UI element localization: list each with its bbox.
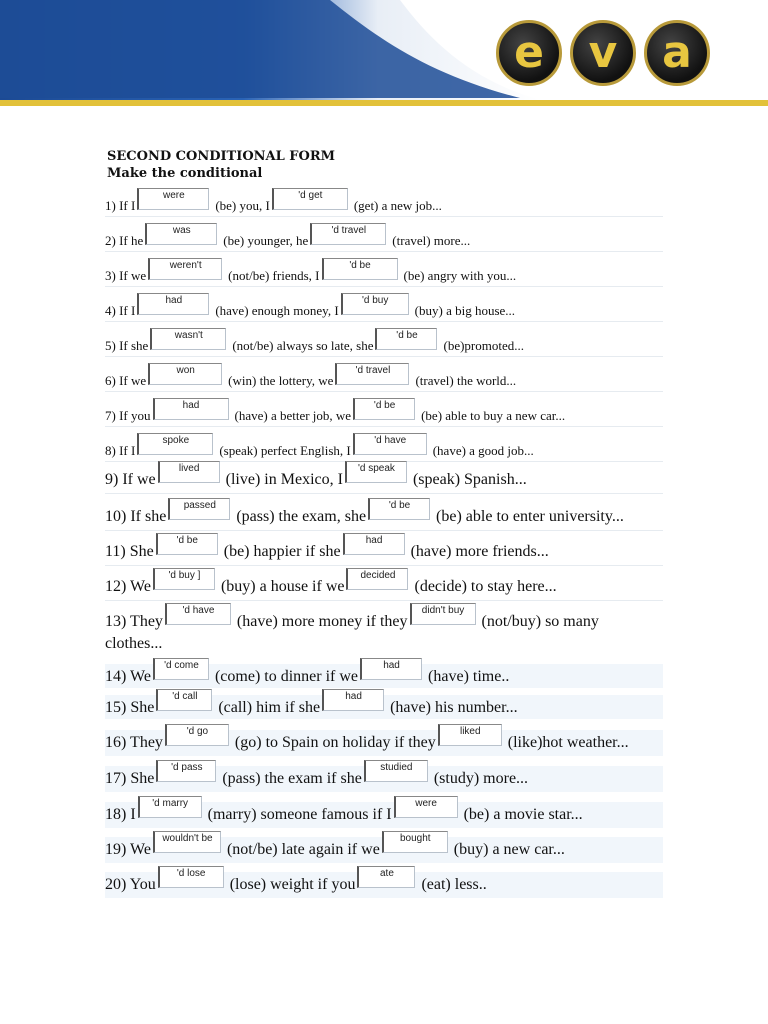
exercise-row bbox=[105, 260, 663, 287]
eva-logo bbox=[496, 20, 712, 86]
item-ending-text: (have) more friends... bbox=[410, 543, 549, 560]
item-middle-text: (live) in Mexico, I bbox=[225, 471, 343, 488]
answer-field-1[interactable]: passed bbox=[168, 498, 230, 520]
item-prefix: 5) If she bbox=[105, 338, 149, 353]
answer-field-2[interactable]: 'd get bbox=[272, 188, 348, 210]
item-middle-text: (pass) the exam if she bbox=[222, 770, 362, 787]
answer-field-2[interactable]: 'd be bbox=[375, 328, 437, 350]
item-prefix: 2) If he bbox=[105, 233, 144, 248]
exercise-row bbox=[105, 500, 663, 531]
answer-field-2[interactable]: 'd have bbox=[353, 433, 427, 455]
item-prefix: 1) If I bbox=[105, 198, 136, 213]
item-middle-text: (pass) the exam, she bbox=[236, 508, 367, 525]
item-prefix: 17) She bbox=[105, 770, 155, 787]
exercise-row bbox=[105, 400, 663, 427]
item-middle-text: (be) happier if she bbox=[223, 543, 341, 560]
answer-field-1[interactable]: had bbox=[137, 293, 209, 315]
exercise-row bbox=[105, 605, 663, 655]
item-middle-text: (have) more money if they bbox=[236, 613, 408, 630]
exercise-row bbox=[105, 660, 663, 688]
item-middle-text: (buy) a house if we bbox=[220, 578, 345, 595]
logo-letter-a: a bbox=[644, 20, 710, 86]
answer-field-2[interactable]: decided bbox=[346, 568, 408, 590]
exercise-row bbox=[105, 365, 663, 392]
answer-field-2[interactable]: liked bbox=[438, 724, 502, 746]
item-ending-text: (have) a good job... bbox=[432, 443, 534, 458]
exercise-row bbox=[105, 535, 663, 566]
logo-letter-v: v bbox=[570, 20, 636, 86]
item-ending-text: (decide) to stay here... bbox=[414, 578, 557, 595]
item-prefix: 3) If we bbox=[105, 268, 147, 283]
answer-field-2[interactable]: ate bbox=[357, 866, 415, 888]
answer-field-2[interactable]: 'd buy bbox=[341, 293, 409, 315]
item-middle-text: (call) him if she bbox=[218, 699, 321, 716]
answer-field-2[interactable]: studied bbox=[364, 760, 428, 782]
item-continuation-text: clothes... bbox=[105, 635, 163, 652]
item-prefix: 12) We bbox=[105, 578, 151, 595]
item-ending-text: (buy) a big house... bbox=[414, 303, 516, 318]
item-ending-text: (be) a movie star... bbox=[463, 806, 583, 823]
exercise-row bbox=[105, 225, 663, 252]
item-ending-text: (buy) a new car... bbox=[453, 841, 565, 858]
answer-field-2[interactable]: bought bbox=[382, 831, 448, 853]
item-ending-text: (be)promoted... bbox=[443, 338, 524, 353]
item-ending-text: (be) able to enter university... bbox=[436, 508, 624, 525]
answer-field-1[interactable]: had bbox=[153, 398, 229, 420]
answer-field-2[interactable]: had bbox=[322, 689, 384, 711]
exercise-heading bbox=[107, 148, 335, 182]
item-prefix: 20) You bbox=[105, 876, 156, 893]
answer-field-1[interactable]: was bbox=[145, 223, 217, 245]
answer-field-2[interactable]: 'd travel bbox=[310, 223, 386, 245]
item-prefix: 9) If we bbox=[105, 471, 156, 488]
answer-field-1[interactable]: wasn't bbox=[150, 328, 226, 350]
exercise-row bbox=[105, 570, 663, 601]
exercise-row bbox=[105, 330, 663, 357]
answer-field-2[interactable]: 'd be bbox=[368, 498, 430, 520]
exercise-row bbox=[105, 726, 663, 756]
item-ending-text: (have) his number... bbox=[390, 699, 518, 716]
item-ending-text: (travel) more... bbox=[392, 233, 471, 248]
exercise-row bbox=[105, 868, 663, 898]
answer-field-1[interactable]: wouldn't be bbox=[153, 831, 221, 853]
item-ending-text: (be) angry with you... bbox=[403, 268, 517, 283]
page-header bbox=[0, 0, 768, 110]
answer-field-2[interactable]: had bbox=[360, 658, 422, 680]
answer-field-1[interactable]: won bbox=[148, 363, 222, 385]
item-middle-text: (win) the lottery, we bbox=[228, 373, 334, 388]
page-title: SECOND CONDITIONAL FORM bbox=[107, 149, 336, 164]
item-prefix: 16) They bbox=[105, 734, 163, 751]
item-ending-text: (get) a new job... bbox=[353, 198, 442, 213]
answer-field-1[interactable]: 'd marry bbox=[138, 796, 202, 818]
item-middle-text: (not/be) late again if we bbox=[226, 841, 380, 858]
exercise-row bbox=[105, 833, 663, 863]
exercise-row bbox=[105, 295, 663, 322]
item-prefix: 8) If I bbox=[105, 443, 136, 458]
item-prefix: 11) She bbox=[105, 543, 154, 560]
answer-field-1[interactable]: weren't bbox=[148, 258, 222, 280]
item-prefix: 13) They bbox=[105, 613, 163, 630]
item-middle-text: (be) younger, he bbox=[223, 233, 309, 248]
answer-field-2[interactable]: had bbox=[343, 533, 405, 555]
item-middle-text: (have) enough money, I bbox=[215, 303, 339, 318]
item-middle-text: (not/be) always so late, she bbox=[232, 338, 374, 353]
answer-field-1[interactable]: 'd lose bbox=[158, 866, 224, 888]
item-prefix: 19) We bbox=[105, 841, 151, 858]
item-middle-text: (go) to Spain on holiday if they bbox=[234, 734, 436, 751]
item-middle-text: (be) you, I bbox=[215, 198, 270, 213]
item-middle-text: (not/be) friends, I bbox=[228, 268, 320, 283]
item-middle-text: (lose) weight if you bbox=[229, 876, 356, 893]
item-prefix: 6) If we bbox=[105, 373, 147, 388]
item-prefix: 15) She bbox=[105, 699, 155, 716]
item-prefix: 10) If she bbox=[105, 508, 167, 525]
answer-field-2[interactable]: didn't buy bbox=[410, 603, 476, 625]
exercise-row bbox=[105, 190, 663, 217]
answer-field-1[interactable]: 'd go bbox=[165, 724, 229, 746]
item-prefix: 4) If I bbox=[105, 303, 136, 318]
item-ending-text: (be) able to buy a new car... bbox=[421, 408, 566, 423]
exercise-row bbox=[105, 762, 663, 792]
answer-field-1[interactable]: were bbox=[137, 188, 209, 210]
item-middle-text: (marry) someone famous if I bbox=[207, 806, 392, 823]
item-ending-text: (speak) Spanish... bbox=[412, 471, 527, 488]
answer-field-1[interactable]: 'd be bbox=[156, 533, 218, 555]
item-ending-text: (eat) less.. bbox=[421, 876, 487, 893]
item-ending-text: (have) time.. bbox=[428, 668, 510, 685]
item-middle-text: (come) to dinner if we bbox=[214, 668, 359, 685]
item-ending-text: (not/buy) so many bbox=[481, 613, 599, 630]
answer-field-1[interactable]: 'd buy ] bbox=[153, 568, 215, 590]
item-ending-text: (travel) the world... bbox=[415, 373, 517, 388]
item-prefix: 14) We bbox=[105, 668, 151, 685]
item-middle-text: (speak) perfect English, I bbox=[219, 443, 351, 458]
answer-field-2[interactable]: 'd be bbox=[353, 398, 415, 420]
answer-field-1[interactable]: spoke bbox=[137, 433, 213, 455]
item-prefix: 18) I bbox=[105, 806, 136, 823]
item-prefix: 7) If you bbox=[105, 408, 151, 423]
answer-field-2[interactable]: were bbox=[394, 796, 458, 818]
exercise-row bbox=[105, 691, 663, 719]
answer-field-2[interactable]: 'd be bbox=[322, 258, 398, 280]
answer-field-1[interactable]: 'd call bbox=[156, 689, 212, 711]
item-middle-text: (have) a better job, we bbox=[234, 408, 352, 423]
answer-field-1[interactable]: 'd come bbox=[153, 658, 209, 680]
answer-field-2[interactable]: 'd travel bbox=[335, 363, 409, 385]
exercise-row bbox=[105, 463, 663, 494]
logo-letter-e: e bbox=[496, 20, 562, 86]
answer-field-1[interactable]: lived bbox=[158, 461, 220, 483]
item-ending-text: (like)hot weather... bbox=[507, 734, 629, 751]
item-ending-text: (study) more... bbox=[433, 770, 529, 787]
exercise-row bbox=[105, 435, 663, 462]
page-subtitle: Make the conditional bbox=[107, 166, 263, 181]
answer-field-1[interactable]: 'd have bbox=[165, 603, 231, 625]
exercise-row bbox=[105, 798, 663, 828]
answer-field-2[interactable]: 'd speak bbox=[345, 461, 407, 483]
answer-field-1[interactable]: 'd pass bbox=[156, 760, 216, 782]
